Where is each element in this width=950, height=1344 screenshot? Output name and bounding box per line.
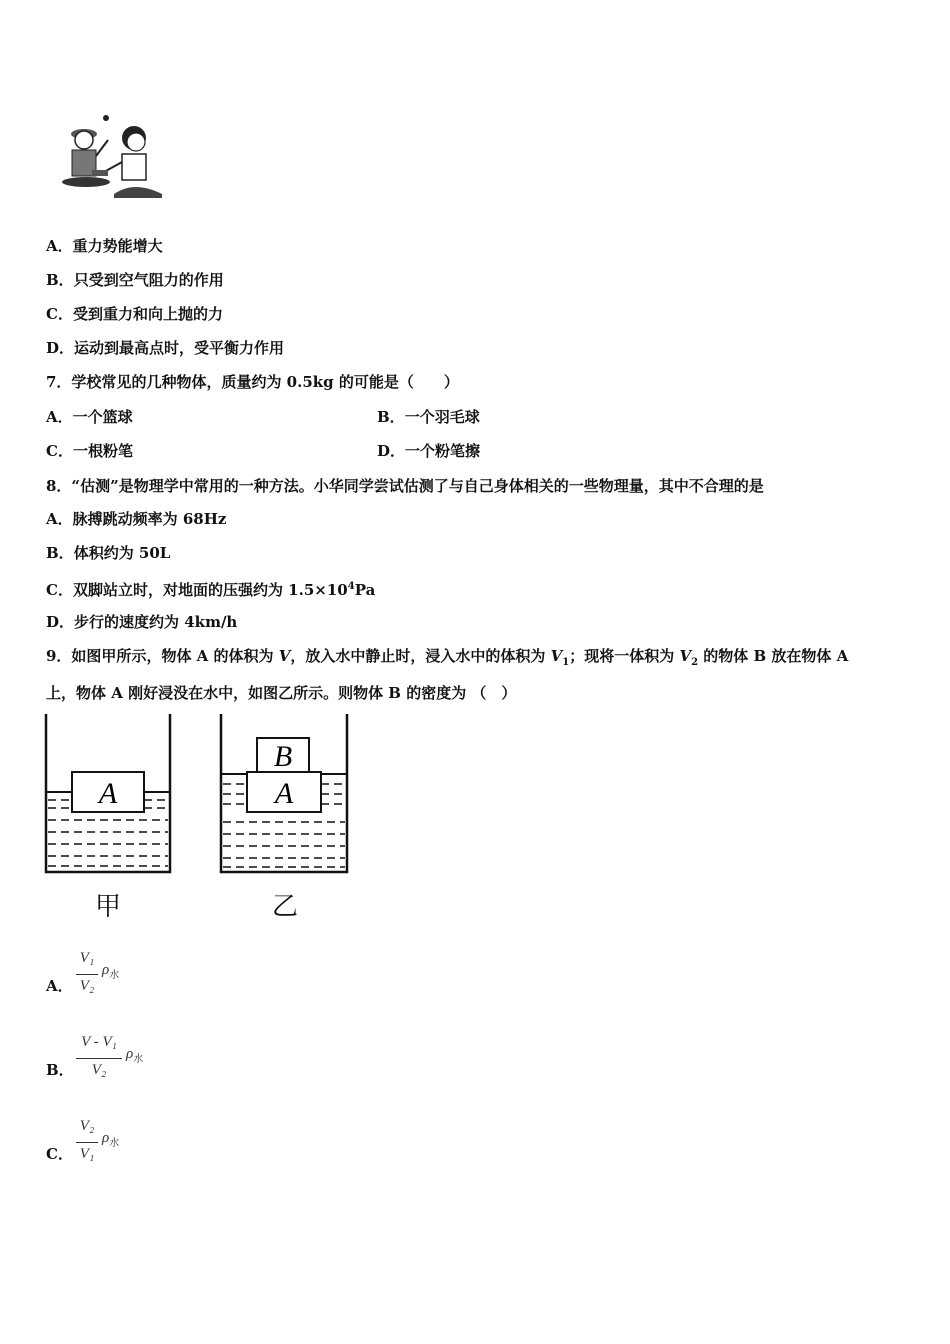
q9-option-a-key: A． bbox=[46, 977, 73, 995]
rho: ρ bbox=[102, 1130, 110, 1146]
block-b-label: B bbox=[273, 740, 293, 773]
option-key: B． bbox=[46, 271, 74, 289]
stem-part: 的物体 B 放在物体 A bbox=[698, 647, 849, 665]
fraction-bar bbox=[76, 974, 98, 975]
fraction-bar bbox=[76, 1058, 122, 1059]
q8-option-c bbox=[46, 577, 375, 600]
option-text: 步行的速度约为 4km/h bbox=[74, 613, 238, 631]
denominator: V₂ bbox=[79, 978, 95, 994]
q9-option-a-formula bbox=[76, 950, 120, 1002]
option-text: 运动到最高点时，受平衡力作用 bbox=[74, 339, 285, 357]
figure-container-left bbox=[44, 714, 172, 876]
q9-option-b-formula bbox=[76, 1034, 144, 1086]
q6-option-b bbox=[46, 270, 224, 290]
option-key: D． bbox=[46, 339, 75, 357]
exponent: 4 bbox=[347, 581, 355, 592]
q7-option-a bbox=[46, 407, 133, 427]
block-a-label: A bbox=[98, 777, 118, 810]
q9-option-c-key: C． bbox=[46, 1145, 73, 1163]
rho-subscript: 水 bbox=[109, 1138, 120, 1149]
q7-option-d bbox=[377, 441, 480, 461]
option-text: 受到重力和向上抛的力 bbox=[72, 305, 223, 323]
option-key: A． bbox=[46, 510, 73, 528]
density-symbol bbox=[102, 962, 119, 981]
option-text: 一个篮球 bbox=[72, 408, 133, 426]
option-text: 重力势能增大 bbox=[72, 237, 163, 255]
option-text: 一个羽毛球 bbox=[404, 408, 480, 426]
numerator: V₂ bbox=[79, 1118, 95, 1134]
stem-part: ；现将一体积为 bbox=[569, 647, 680, 665]
q8-stem: 8．“估测”是物理学中常用的一种方法。小华同学尝试估测了与自己身体相关的一些物理量，其中不合理的是 bbox=[46, 477, 764, 495]
numerator: V₁ bbox=[79, 950, 95, 966]
unit: Pa bbox=[354, 581, 376, 599]
q6-option-c bbox=[46, 304, 223, 324]
stem-part: 9．如图甲所示，物体 A 的体积为 bbox=[46, 647, 279, 665]
figure-label-jia: 甲 bbox=[95, 892, 122, 922]
rho: ρ bbox=[102, 962, 110, 978]
option-text: 脉搏跳动频率为 68Hz bbox=[72, 510, 227, 528]
denominator: V₂ bbox=[91, 1062, 107, 1078]
density-symbol bbox=[126, 1046, 143, 1065]
subscript: 2 bbox=[691, 657, 699, 668]
figure-label-yi: 乙 bbox=[272, 892, 299, 922]
q7-stem: 7．学校常见的几种物体，质量约为 0.5kg 的可能是（ ） bbox=[46, 373, 459, 391]
q7-option-b bbox=[377, 407, 480, 427]
figure-container-right bbox=[219, 714, 349, 876]
option-key: C． bbox=[46, 581, 73, 599]
option-key: D． bbox=[377, 442, 406, 460]
denominator: V₁ bbox=[79, 1146, 95, 1162]
subscript: 1 bbox=[562, 657, 570, 668]
q9-stem-line1 bbox=[46, 646, 848, 673]
option-key: A． bbox=[46, 237, 73, 255]
fraction-bar bbox=[76, 1142, 98, 1143]
var-v1: V bbox=[550, 647, 563, 665]
block-a-label: A bbox=[274, 777, 294, 810]
option-text: 一个粉笔擦 bbox=[405, 442, 481, 460]
q8-option-a bbox=[46, 509, 226, 529]
option-key: B． bbox=[377, 408, 405, 426]
q6-option-a bbox=[46, 236, 163, 256]
numerator: V - V₁ bbox=[81, 1034, 117, 1050]
option-key: D． bbox=[46, 613, 75, 631]
q8-option-b bbox=[46, 543, 170, 563]
option-key: C． bbox=[46, 305, 73, 323]
rho: ρ bbox=[126, 1046, 134, 1062]
q8-option-d bbox=[46, 612, 237, 632]
q7-option-c bbox=[46, 441, 133, 461]
option-text: 体积约为 50L bbox=[73, 544, 171, 562]
children-illustration bbox=[54, 110, 174, 202]
rho-subscript: 水 bbox=[109, 970, 120, 981]
density-symbol bbox=[102, 1130, 119, 1149]
q6-option-d bbox=[46, 338, 284, 358]
q9-option-b-key: B． bbox=[46, 1061, 74, 1079]
option-key: A． bbox=[46, 408, 73, 426]
option-key: C． bbox=[46, 442, 73, 460]
var-v2: V bbox=[679, 647, 692, 665]
q9-option-c-formula bbox=[76, 1118, 120, 1170]
stem-part: ，放入水中静止时，浸入水中的体积为 bbox=[290, 647, 551, 665]
option-text: 双脚站立时，对地面的压强约为 1.5×10 bbox=[72, 581, 348, 599]
q9-stem-line2: 上，物体 A 刚好浸没在水中，如图乙所示。则物体 B 的密度为 （ ） bbox=[46, 684, 517, 702]
var-v: V bbox=[278, 647, 291, 665]
option-text: 只受到空气阻力的作用 bbox=[73, 271, 224, 289]
rho-subscript: 水 bbox=[133, 1054, 144, 1065]
option-key: B． bbox=[46, 544, 74, 562]
option-text: 一根粉笔 bbox=[72, 442, 133, 460]
